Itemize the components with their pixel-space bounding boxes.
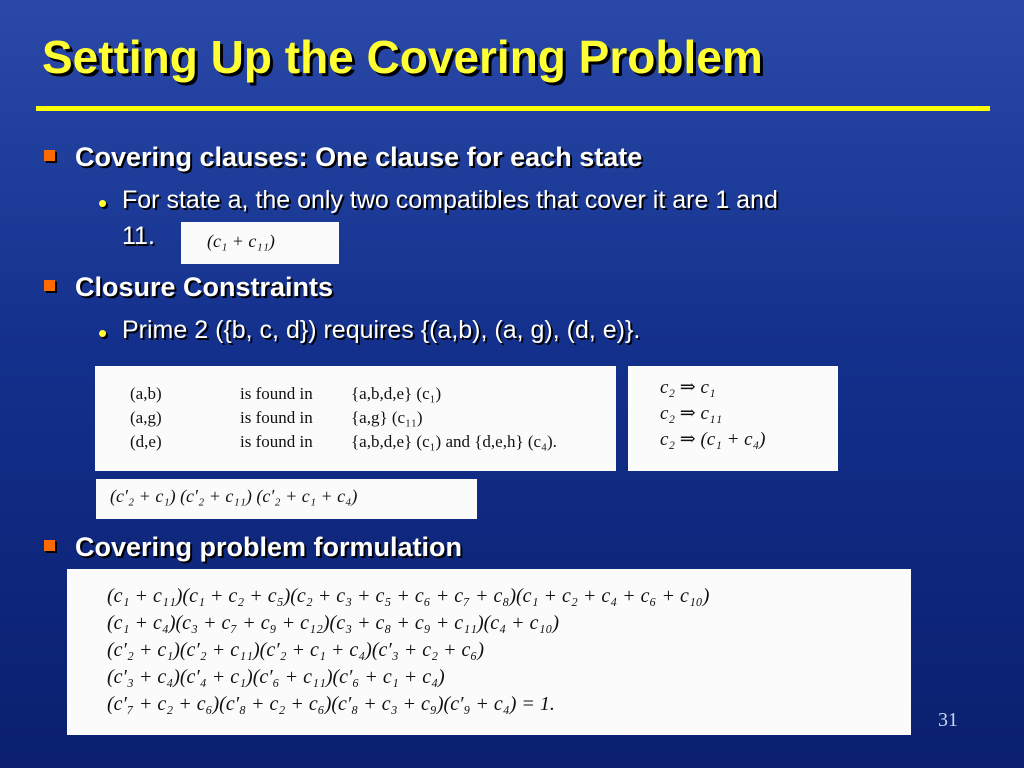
- dot-bullet-icon: •: [98, 318, 108, 348]
- implications-image: [628, 366, 838, 471]
- bullet-label: Closure Constraints: [75, 272, 334, 302]
- sub-bullet-text: For state a, the only two compatibles that cover it are 1 and: [122, 186, 778, 214]
- implication-line: c₂ ⇒ (c₁ + c₄): [660, 429, 766, 450]
- formulation-line: (c₁ + c₁₁)(c₁ + c₂ + c₅)(c₂ + c₃ + c₅ + c₆ + c₇ + c₈)(c₁ + c₂ + c₄ + c₆ + c₁₀): [107, 585, 710, 607]
- bullet-covering-clauses: [44, 142, 642, 173]
- implication-line: c₂ ⇒ c₁: [660, 377, 716, 398]
- square-bullet-icon: [44, 540, 55, 551]
- found-in-table-image: [95, 366, 616, 471]
- found-row-where: {a,b,d,e} (c₁): [351, 384, 442, 403]
- bullet-label: Covering clauses: One clause for each state: [75, 142, 643, 172]
- covering-formulation-image: [67, 569, 911, 735]
- bullet-label: Covering problem formulation: [75, 532, 463, 562]
- formulation-line: (c′₃ + c₄)(c′₄ + c₁)(c′₆ + c₁₁)(c′₆ + c₁ + c₄): [107, 666, 445, 688]
- formulation-line: (c₁ + c₄)(c₃ + c₇ + c₉ + c₁₂)(c₃ + c₈ + c₉ + c₁₁)(c₄ + c₁₀): [107, 612, 560, 634]
- formulation-line: (c′₂ + c₁)(c′₂ + c₁₁)(c′₂ + c₁ + c₄)(c′₃ + c₂ + c₆): [107, 639, 485, 661]
- square-bullet-icon: [44, 280, 55, 291]
- dot-bullet-icon: •: [98, 188, 108, 218]
- found-row-pair: (a,g): [130, 408, 162, 427]
- title-divider: [36, 106, 990, 111]
- found-row-phrase: is found in: [240, 384, 313, 403]
- found-row-pair: (d,e): [130, 432, 162, 451]
- bullet-covering-formulation: [44, 532, 462, 563]
- sub-bullet-text-cont: 11.: [122, 222, 155, 250]
- clause-state-a-image: [181, 222, 339, 264]
- found-row-phrase: is found in: [240, 432, 313, 451]
- sub-bullet-prime-2: [98, 316, 978, 350]
- formulation-line: (c′₇ + c₂ + c₆)(c′₈ + c₂ + c₆)(c′₈ + c₃ + c₉)(c′₉ + c₄) = 1.: [107, 693, 555, 715]
- bullet-closure-constraints: [44, 272, 333, 303]
- closure-clauses-image: [96, 479, 477, 519]
- found-row-where: {a,b,d,e} (c₁) and {d,e,h} (c₄).: [351, 432, 557, 451]
- found-row-phrase: is found in: [240, 408, 313, 427]
- found-row-pair: (a,b): [130, 384, 162, 403]
- page-number: 31: [938, 709, 958, 731]
- square-bullet-icon: [44, 150, 55, 161]
- closure-clauses: (c′₂ + c₁) (c′₂ + c₁₁) (c′₂ + c₁ + c₄): [110, 486, 358, 506]
- slide-title: Setting Up the Covering Problem: [42, 31, 763, 83]
- sub-bullet-text: Prime 2 ({b, c, d}) requires {(a,b), (a, g), (d, e)}.: [122, 316, 641, 344]
- found-row-where: {a,g} (c₁₁): [351, 408, 423, 427]
- implication-line: c₂ ⇒ c₁₁: [660, 403, 723, 424]
- clause-state-a: (c₁ + c₁₁): [207, 231, 275, 251]
